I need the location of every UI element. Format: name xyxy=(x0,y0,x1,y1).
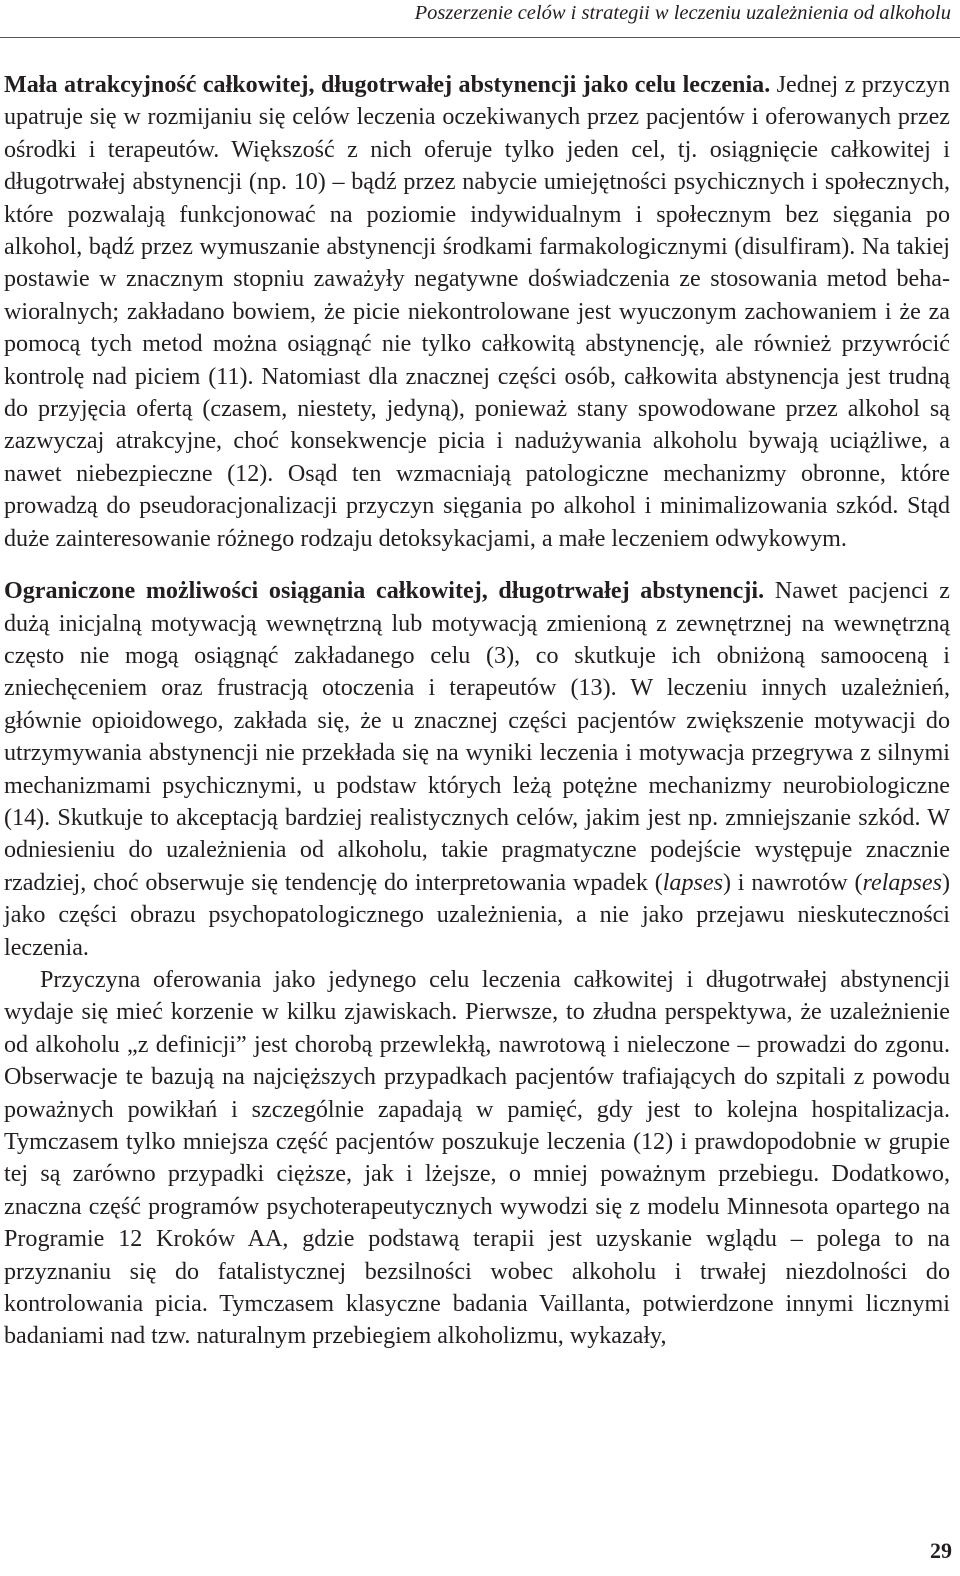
italic-term-lapses: lapses xyxy=(662,869,723,896)
paragraph-text: Nawet pacjenci z dużą inicjalną motywacją wewnętrzną lub motywacją zmienioną z zewnętrznej na wewnętrzną często nie mogą osiągnąć zakładanego celu (3), co skutkuje ich obniżoną samooceną i zniechęceniem oraz frustracją otoczenia i terapeutów (13). W leczeniu innych uzależnień, głównie opioidowego, zakłada się, że u znacznej części pacjentów zwiększenie motywacji do utrzymywania abstynencji nie przekłada się na wyniki leczenia i motywacja przegrywa z silnymi mechanizmami psychicznymi, u podstaw których leżą potężne mechanizmy neurobiologiczne (14). Skutkuje to akceptacją bardziej realistycznych celów, jakim jest np. zmniejszanie szkód. W odniesieniu do uzależnienia od alkoholu, takie pragmatyczne podejście występuje znacznie rzadziej, choć obserwuje się tendencję do interpretowania wpadek ( xyxy=(4,578,950,896)
paragraph-lead-heading: Ograniczone możliwości osiągania całkowitej, długotrwałej abstynencji. xyxy=(4,578,765,605)
paragraph-text: Jednej z przyczyn upatruje się w rozmijaniu się celów leczenia oczekiwanych przez pacjentów i oferowanych przez ośrodki i terapeutów. Większość z nich oferuje tylko jeden cel, tj. osiągnięcie całkowitej i długotrwałej abstynencji (np. 10) – bądź przez nabycie umiejętności psychicznych i społecznych, które pozwalają funkcjonować na poziomie indywidualnym i społecznym bez sięgania po alkohol, bądź przez wymuszanie abstynencji środkami farmakologicznymi (disulfiram). Na takiej postawie w znacznym stopniu zaważyły negatywne doświadczenia ze stosowania metod behawioralnych; zakładano bowiem, że picie niekontrolowane jest wyuczonym zachowaniem i że za pomocą tych metod można osiągnąć nie tylko całkowitą abstynencję, ale również przywrócić kontrolę nad piciem (11). Natomiast dla znacznej części osób, całkowita abstynencja jest trudną do przyjęcia ofertą (czasem, niestety, jedyną), ponieważ stany spowodowane przez alkohol są zazwyczaj atrakcyjne, choć konsekwencje picia i nadużywania alkoholu bywają uciążliwe, a nawet niebezpieczne (12). Osąd ten wzmacniają patologiczne mechanizmy obronne, które prowadzą do pseudoracjonalizacji przyczyn sięgania po alkohol i minimalizowania szkód. Stąd duże zainteresowanie różnego rodzaju detoksykacjami, a małe leczeniem odwykowym. xyxy=(4,72,951,552)
header-divider xyxy=(0,37,960,38)
paragraph-text: Przyczyna oferowania jako jedynego celu leczenia całkowitej i długotrwałej abstynencji wydaje się mieć korzenie w kilku zjawiskach. Pierwsze, to złudna perspektywa, że uzależnienie od alkoholu „z definicji” jest chorobą przewlekłą, nawrotową i nieleczone – prowadzi do zgonu. Obserwacje te bazują na najcięższych przypadkach pacjentów trafiających do szpitali z powodu poważnych powikłań i szczególnie zapadają w pamięć, gdy jest to kolejna hospitalizacja. Tymczasem tylko mniejsza część pacjentów poszukuje leczenia (12) i prawdopodobnie w grupie tej są zarówno przypadki cięższe, jak i lżejsze, o mniej poważnym przebiegu. Dodatkowo, znaczna część programów psychoterapeutycznych wywodzi się z modelu Minnesota opartego na Programie 12 Kroków AA, gdzie podstawą terapii jest uzyskanie wglądu – polega to na przyznaniu się do fatalistycznej bezsilności wobec alkoholu i trwałej niezdolności do kontrolowania picia. Tymczasem klasyczne badania Vaillanta, potwierdzone innymi licznymi badaniami nad tzw. naturalnym przebiegiem alkoholizmu, wykazały, xyxy=(4,966,950,1350)
running-header: Poszerzenie celów i strategii w leczeniu uzależnienia od alkoholu xyxy=(414,2,951,24)
paragraph-small-appeal-of-abstinence xyxy=(4,69,950,555)
paragraph-limited-possibilities xyxy=(4,575,950,964)
paragraph-text: ) jako części obrazu psychopatologicznego uzależnienia, a nie jako przejawu nieskuteczności leczenia. xyxy=(4,869,950,961)
page-body xyxy=(4,69,950,1353)
italic-term-relapses: relapses xyxy=(862,869,942,896)
paragraph-reasons xyxy=(4,964,950,1353)
paragraph-lead-heading: Mała atrakcyjność całkowitej, długotrwałej abstynencji jako celu leczenia. xyxy=(4,72,771,98)
page-number: 29 xyxy=(930,1538,952,1563)
paragraph-text: ) i nawrotów ( xyxy=(722,869,863,896)
